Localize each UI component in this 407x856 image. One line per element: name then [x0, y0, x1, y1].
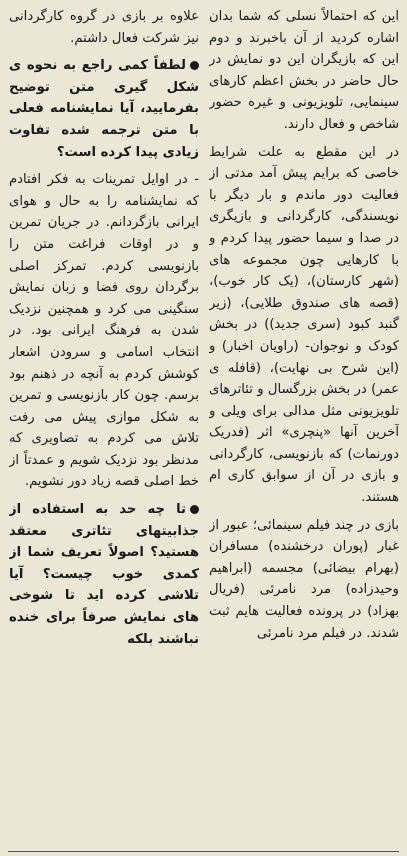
bullet-icon — [190, 61, 199, 70]
answer-1: - در اوایل تمرینات به فکر افتادم که نمایشنامه را به حال و هوای ایرانی بازگردانم. در جریان تمرین و در اوقات فراغت متن را بازنویسی کردم. تمرکز اصلی برگردان روی فضا و زبان نمایش سنگینی می کرد و همچنین نزدیک شدن به فرهنگ ایرانی بود. در انتخاب اسامی و سرودن اشعار کوشش کردم به آنچه در ذهنم بود برسم. چون کار بازنویسی و تمرین به شکل موازی پیش می رفت تلاش می کردم به تصاویری که مدنظر بود نزدیک شویم و عمدتاً از خط اصلی قصه زیاد دور نشویم. — [9, 172, 199, 490]
left-paragraph-1: علاوه بر بازی در گروه کارگردانی نیز شرکت فعال داشتم. — [9, 9, 199, 46]
left-column — [9, 6, 199, 846]
right-paragraph-3: بازی در چند فیلم سینمائی؛ عبور از غبار (پوران درخشنده) مسافران (بهرام بیضائی) مجسمه (ابراهیم وحیدزاده) مرد نامرئی (فریال بهزاد) در پرونده فعالیت هایم ثبت شدند. در فیلم مرد نامرئی — [209, 517, 399, 641]
bullet-icon — [190, 505, 199, 514]
bottom-rule — [8, 851, 399, 852]
right-paragraph-2: در این مقطع به علت شرایط خاصی که برایم پیش آمد مدتی از فعالیت دور ماندم و بار دیگر با نویسندگی، کارگردانی و بازیگری در صدا و سیما حضور پیدا کردم و با کارهایی چون مجموعه های (شهر کارستان)، (یک کار خوب)، (قصه های صندوق طلایی)، (زیر گنبد کبود (سری جدید)) در بخش کودک و نوجوان- (راویان اخبار) و (این شرح بی نهایت)، (قافله ی عمر) در بخش بزرگسال و تئاترهای تلویزیونی مثل مدالی برای ویلی و آخرین آنها «پنچری» اثر (فدریک دورنمات) که بازنویسی، کارگردانی و بازی در آن از سوابق کاری ام هستند. — [209, 144, 399, 506]
question-1 — [9, 55, 199, 163]
question-2 — [9, 499, 199, 650]
right-column — [209, 6, 399, 846]
text-columns — [8, 6, 399, 846]
right-paragraph-1: این که احتمالاً نسلی که شما بدان اشاره کردید از آن باخبرند و دوم این که بازیگران این دو نمایش در حال حاضر در بخش اعظم کارهای سینمایی، تلویزیونی و غیره حضور شاخص و فعال دارند. — [209, 9, 399, 132]
question-2-text: تا چه حد به استفاده از جذابیتهای تئاتری معتقد هستید؟ اصولاً تعریف شما از کمدی خوب چیست؟ آیا تلاشی کرده اید تا شوخی های نمایش صرفاً برای خنده نباشند بلکه — [9, 502, 199, 647]
question-1-text: لطفاً کمی راجع به نحوه ی شکل گیری متن توضیح بفرمایید، آیا نمایشنامه فعلی با متن ترجمه شده تفاوت زیادی پیدا کرده است؟ — [9, 58, 199, 160]
